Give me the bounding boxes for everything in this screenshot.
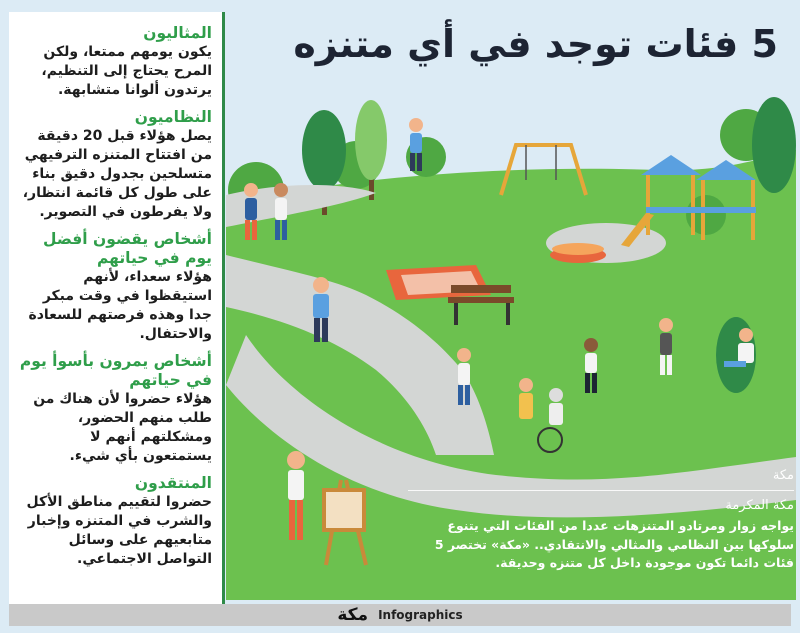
category-title: المثاليون	[143, 24, 212, 42]
page-title: 5 فئات توجد في أي متنزه	[293, 22, 778, 66]
merry-go-round	[550, 243, 606, 263]
brand-logo: مكة	[337, 605, 369, 625]
category-title: النظاميون	[134, 108, 212, 126]
source-label: مكة المكرمة	[725, 498, 794, 513]
category-best-day	[19, 230, 212, 344]
category-text: حضروا لتقييم مناطق الأكل والشرب في المتنزه وإخبار متابعيهم على وسائل التواصل الاجتماعي.	[26, 494, 212, 567]
category-worst-day	[19, 352, 212, 466]
category-text: هؤلاء سعداء، لأنهم استيقظوا في وقت مبكر جدا وهذه فرصتهم للسعادة والاحتفال.	[28, 269, 212, 342]
category-critics	[19, 474, 212, 569]
footer-bar	[9, 604, 791, 626]
category-organizers	[19, 108, 212, 222]
location-label: مكة	[772, 468, 794, 483]
category-title: أشخاص يمرون بأسوأ يوم في حياتهم	[19, 352, 212, 389]
infographics-label: Infographics	[378, 608, 463, 622]
category-text: هؤلاء حضروا لأن هناك من طلب منهم الحضور، ومشكلتهم أنهم لا يستمتعون بأي شيء.	[33, 391, 212, 464]
info-panel	[408, 466, 794, 573]
category-idealists	[19, 24, 212, 100]
divider	[408, 490, 794, 491]
category-title: المنتقدون	[134, 474, 212, 492]
category-text: يكون يومهم ممتعا، ولكن المرح يحتاج إلى التنظيم، يرتدون ألوانا متشابهة.	[41, 44, 212, 98]
category-text: يصل هؤلاء قبل 20 دقيقة من افتتاح المتنزه الترفيهي متسلحين بجدول دقيق بناء على طول كل قائمة انتظار، ولا يفرطون في التصوير.	[22, 128, 212, 220]
picnic-blanket	[386, 265, 491, 300]
person-figure	[519, 378, 533, 419]
category-title: أشخاص يقضون أفضل يوم في حياتهم	[43, 230, 212, 267]
intro-text: يواجه زوار ومرتادو المتنزهات عددا من الفئات التي يتنوع سلوكها بين النظامي والمثالي والانتقادي.. «مكة» تختصر 5 فئات دائما تكون موجودة داخل كل متنزه وحديقة.	[434, 518, 794, 570]
categories-sidebar	[9, 12, 225, 604]
